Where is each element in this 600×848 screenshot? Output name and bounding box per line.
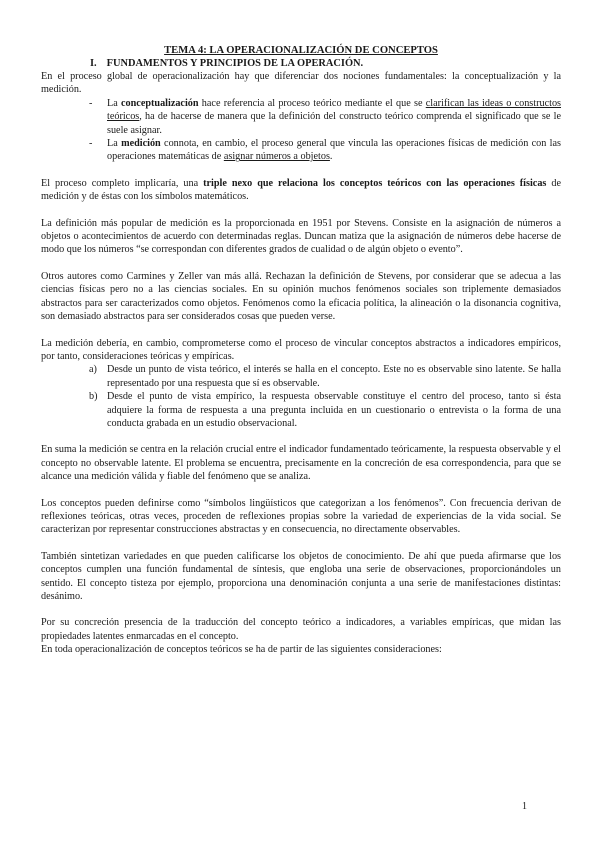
paragraph-medicion: La medición debería, en cambio, comprometerse como el proceso de vincular conceptos abstractos a indicadores empíricos, por tanto, consideraciones teóricas y empíricas. (41, 337, 561, 362)
paragraph-tambien: También sintetizan variedades en que pueden calificarse los objetos de conocimiento. De ahí que pueda afirmarse que los conceptos cumplen una función fundamental de síntesis, que engloba una serie de observaciones, proporcionándoles un sentido. El concepto tisteza por ejemplo, proporciona una denominación conjunta a una serie de manifestaciones distintas: desánimo. (41, 550, 561, 602)
perspectives-list (41, 363, 561, 430)
definitions-list (41, 97, 561, 164)
section-number: I. (90, 58, 97, 69)
paragraph-toda-operacionalizacion: En toda operacionalización de conceptos teóricos se ha de partir de las siguientes consideraciones: (41, 644, 442, 656)
page-content (41, 44, 561, 657)
list-item: - La medición connota, en cambio, el proceso general que vincula las operaciones físicas de medición con las operaciones matemáticas de asignar números a objetos. (89, 138, 561, 163)
paragraph-otros-autores: Otros autores como Carmines y Zeller van más allá. Rechazan la definición de Stevens, por considerar que se adecua a las ciencias físicas pero no a las ciencias sociales. En su opinión muchos fenómenos sociales son triplemente demasiados abstractos para ser caracterizados como objetos. Fenómenos como la eficacia política, la alineación o la disonancia cognitiva, son demasiado abstractos para ser considerados cosas que pueden verse. (41, 270, 561, 323)
paragraph-suma: En suma la medición se centra en la relación crucial entre el indicador fundamentado teóricamente, la respuesta observable y el concepto no observable latente. El problema se encuentra, precisamente en la concreción de esa correspondencia, para que se alcance una medición válida y fiable del fenómeno que se analiza. (41, 444, 561, 483)
item-marker: a) (89, 364, 97, 376)
dash-marker: - (89, 97, 93, 109)
intro-paragraph: En el proceso global de operacionalización hay que diferenciar dos nociones fundamentales: la conceptualización y la medición. (41, 71, 561, 96)
paragraph-conceptos: Los conceptos pueden definirse como “símbolos lingüísticos que categorizan a los fenómenos”. Con frecuencia derivan de reflexiones teóricas, otras veces, proceden de reflexiones propias sobre la variedad de experiencias de la vida social. Se caracterizan por representar construcciones abstractas y en consecuencia, no directamente observables. (41, 497, 561, 536)
term-medicion: medición (121, 138, 161, 150)
section-heading (90, 57, 561, 70)
section-heading-text: FUNDAMENTOS Y PRINCIPIOS DE LA OPERACIÓN. (106, 58, 364, 69)
underlined-phrase: clarifican las ideas o constructos teóricos (107, 97, 562, 123)
paragraph-nexo: El proceso completo implicaría, una triple nexo que relaciona los conceptos teóricos con las operaciones físicas de medición y de éstas con los símbolos matemáticos. (41, 177, 562, 203)
paragraph-concrecion: Por su concreción presencia de la traducción del concepto teórico a indicadores, a variables empíricas, que midan las propiedades latentes enmarcadas en el concepto. (41, 617, 561, 642)
bold-phrase: triple nexo que relaciona los conceptos teóricos con las operaciones físicas (203, 177, 547, 189)
page-number: 1 (522, 801, 527, 812)
list-item: a) Desde un punto de vista teórico, el interés se halla en el concepto. Este no es observable sino latente. Se halla representado por una respuesta que sí es observable. (89, 364, 561, 389)
paragraph-definicion: La definición más popular de medición es la proporcionada en 1951 por Stevens. Consiste en la asignación de números a objetos o acontecimientos de acuerdo con determinadas reglas. Duncan matiza que la asignación de números debe hacerse de modo que los números “se correspondan con diferentes grados de cualidad o de algún objeto o evento”. (41, 217, 561, 256)
term-conceptualizacion: conceptualización (121, 97, 199, 109)
dash-marker: - (89, 138, 93, 150)
document-title: TEMA 4: LA OPERACIONALIZACIÓN DE CONCEPTOS (164, 45, 438, 56)
list-item: b) Desde el punto de vista empírico, la respuesta observable constituye el centro del proceso, tanto si ésta adquiere la forma de respuesta a una pregunta incluida en un cuestionario o entrevista o la forma de una conducta grabada en un estudio observacional. (89, 391, 561, 429)
list-item: - La conceptualización hace referencia al proceso teórico mediante el que se clarifican las ideas o constructos teóricos, ha de hacerse de manera que la definición del constructo teórico comprenda el significado que se le suele asignar. (89, 97, 562, 136)
item-marker: b) (89, 391, 98, 403)
underlined-phrase: asignar números a objetos (223, 151, 330, 163)
